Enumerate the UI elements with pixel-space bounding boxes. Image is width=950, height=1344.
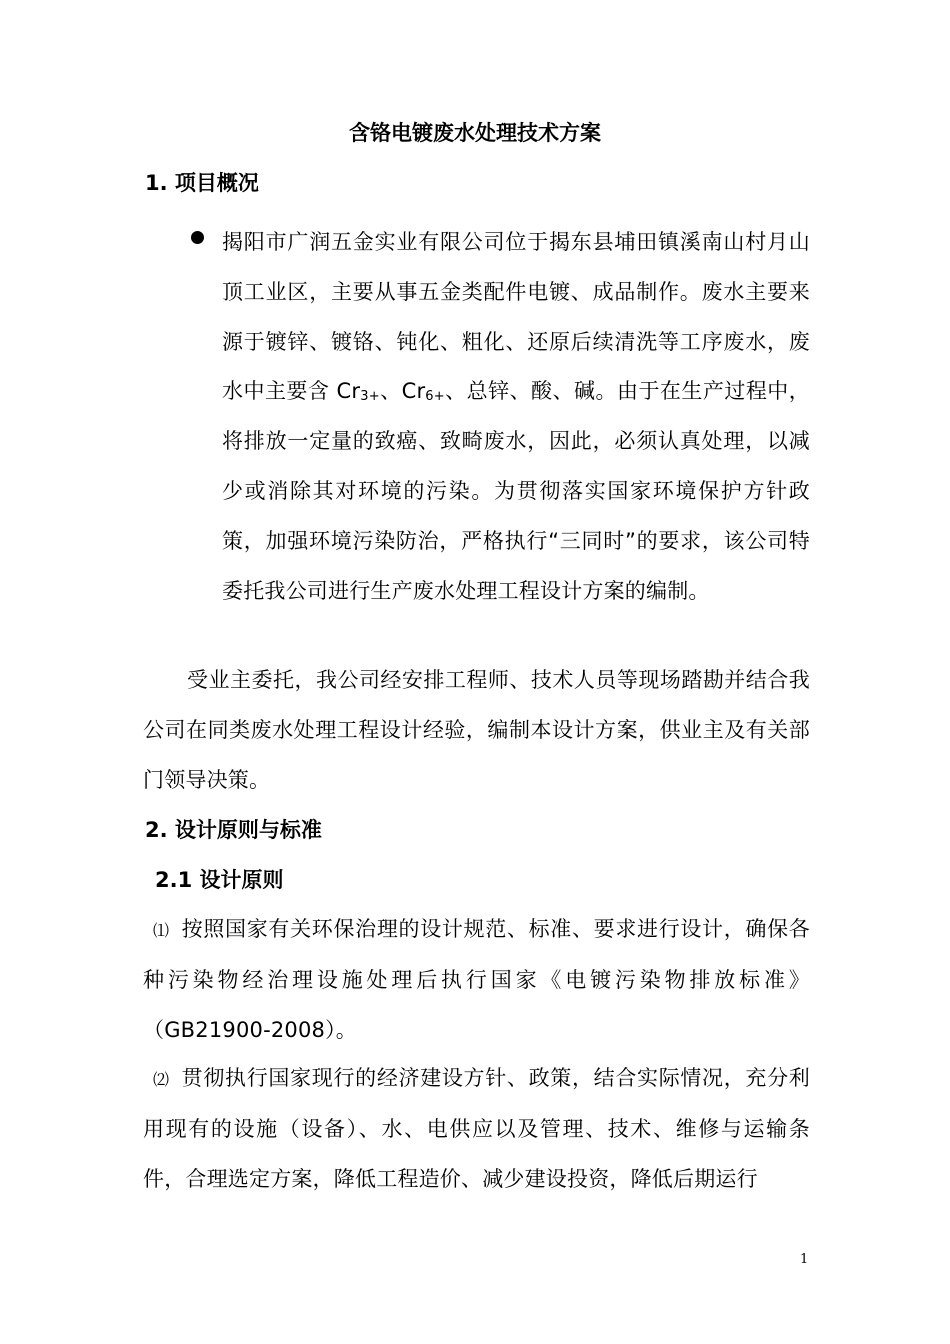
item-text: 贯彻执行国家现行的经济建设方针、政策，结合实际情况，充分利用现有的设施（设备）、水、电供应以及管理、技术、维修与运输条件，合理选定方案，降低工程造价、减少建设投资，降低后期运行	[143, 1066, 810, 1191]
page-number: 1	[800, 1252, 809, 1267]
section-2-1-heading: 2.1 设计原则	[155, 868, 284, 892]
item-number: ⑵	[153, 1070, 170, 1089]
design-principle-item	[143, 1054, 810, 1204]
item-number: ⑴	[153, 921, 170, 940]
bullet-text-part-b: 、Cr	[379, 379, 426, 404]
design-principle-item	[143, 905, 810, 1055]
entrustment-paragraph: 受业主委托，我公司经安排工程师、技术人员等现场踏勘并结合我公司在同类废水处理工程设计经验，编制本设计方案，供业主及有关部门领导决策。	[143, 668, 810, 792]
project-overview-bullet	[222, 218, 810, 616]
cr3-superscript: 3+	[360, 389, 380, 405]
bullet-text-part-c: 、总锌、酸、碱。由于在生产过程中，将排放一定量的致癌、致畸废水，因此，必须认真处理，以减少或消除其对环境的污染。为贯彻落实国家环境保护方针政策，加强环境污染防治，严格执行“三同时”的要求，该公司特委托我公司进行生产废水处理工程设计方案的编制。	[222, 379, 810, 603]
bullet-text-part-a: 揭阳市广润五金实业有限公司位于揭东县埔田镇溪南山村月山顶工业区，主要从事五金类配件电镀、成品制作。废水主要来源于镀锌、镀铬、钝化、粗化、还原后续清洗等工序废水，废水中主要含 Cr	[222, 230, 810, 404]
section-2-heading: 2. 设计原则与标准	[145, 818, 322, 842]
cr6-superscript: 6+	[425, 389, 445, 405]
document-title: 含铬电镀废水处理技术方案	[349, 121, 601, 145]
section-1-heading: 1. 项目概况	[145, 171, 259, 195]
bullet-icon	[191, 231, 204, 244]
item-text: 按照国家有关环保治理的设计规范、标准、要求进行设计，确保各种污染物经治理设施处理后执行国家《电镀污染物排放标准》（GB21900-2008）。	[143, 917, 810, 1042]
